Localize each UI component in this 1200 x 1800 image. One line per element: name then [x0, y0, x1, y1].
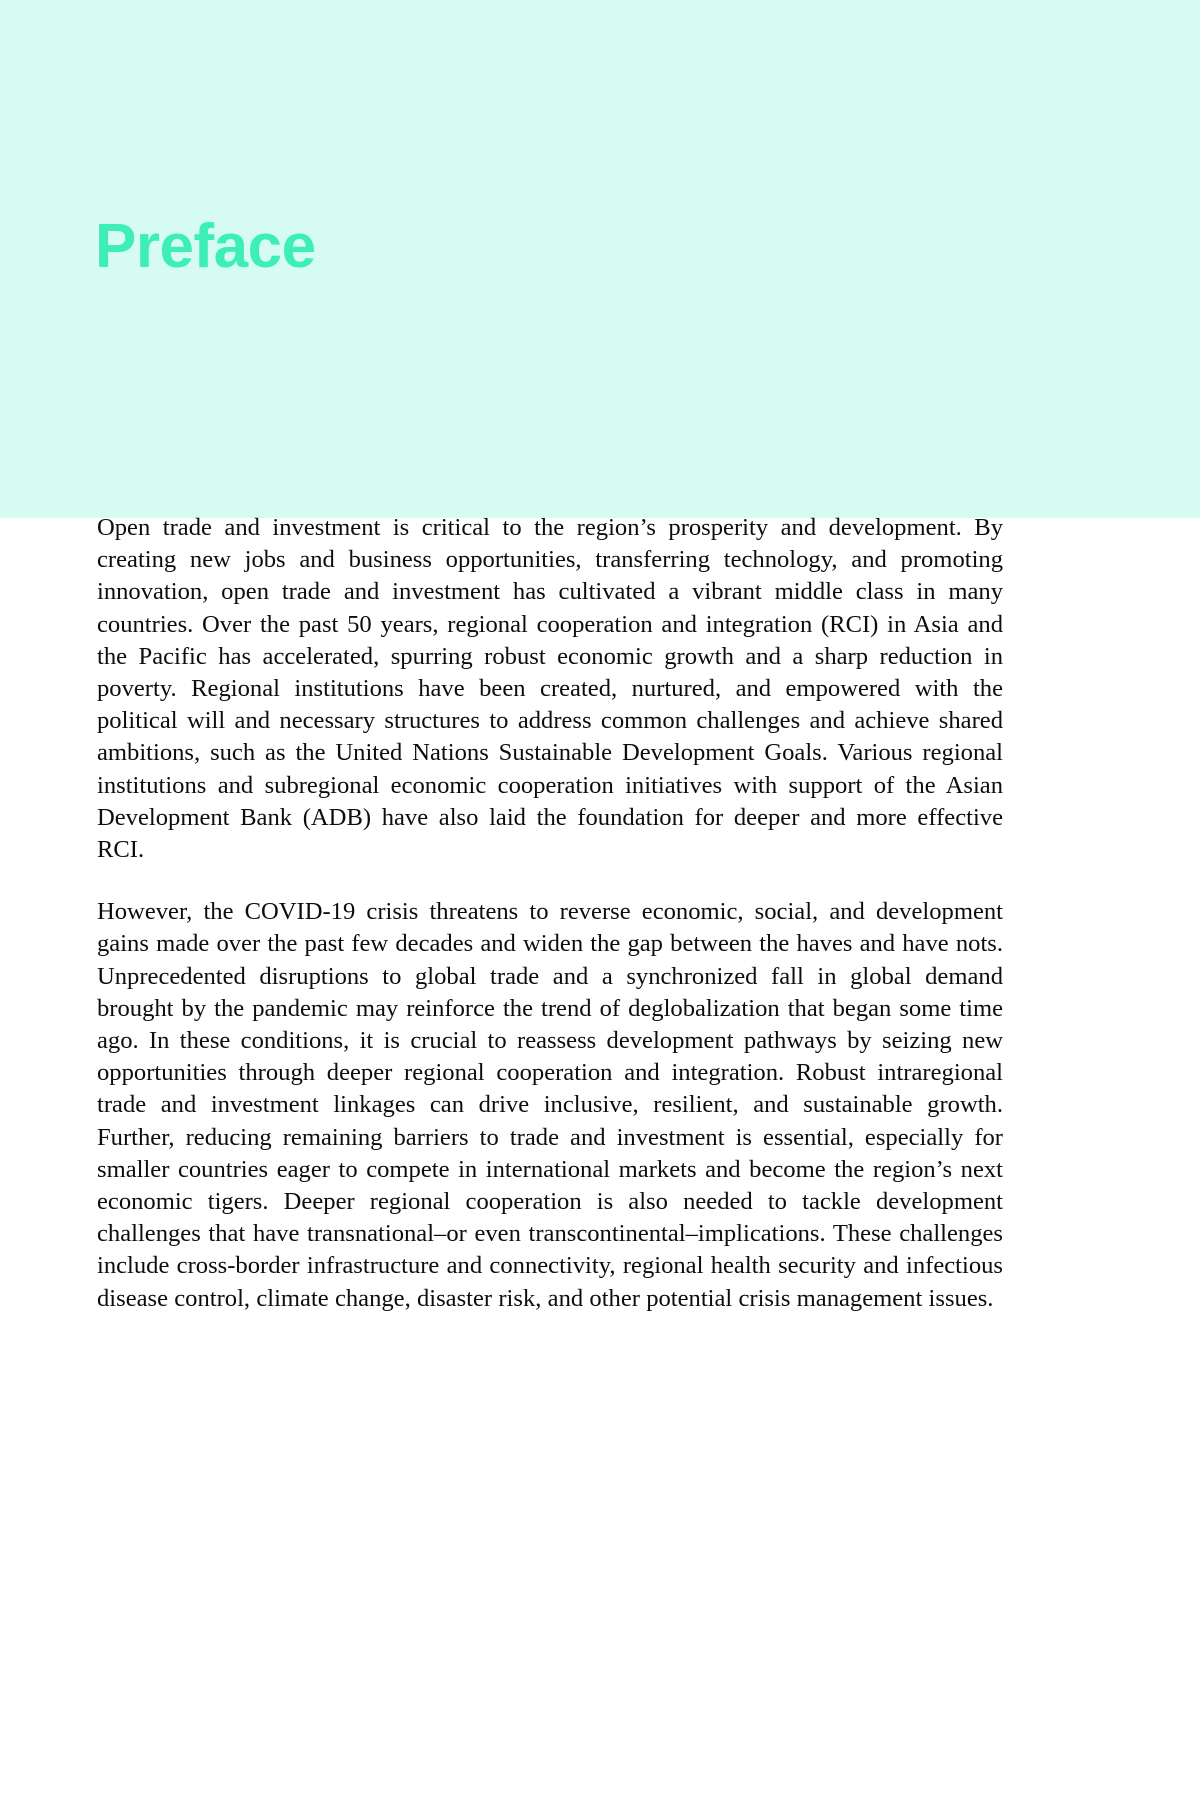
page-header-band — [0, 0, 1200, 518]
page-title: Preface — [95, 212, 316, 281]
paragraph-2: However, the COVID-19 crisis threatens to reverse economic, social, and development gains made over the past few decades and widen the gap between the haves and have nots. Unprecedented disruptions to global trade and a synchronized fall in global demand brought by the pandemic may reinforce the trend of deglobalization that began some time ago. In these conditions, it is crucial to reassess development pathways by seizing new opportunities through deeper regional cooperation and integration. Robust intraregional trade and investment linkages can drive inclusive, resilient, and sustainable growth. Further, reducing remaining barriers to trade and investment is essential, especially for smaller countries eager to compete in international markets and become the region’s next economic tigers. Deeper regional cooperation is also needed to tackle development challenges that have transnational–or even transcontinental–implications. These challenges include cross-border infrastructure and connectivity, regional health security and infectious disease control, climate change, disaster risk, and other potential crisis management issues. — [97, 898, 1003, 1312]
paragraph-1: Open trade and investment is critical to the region’s prosperity and development. By creating new jobs and business opportunities, transferring technology, and promoting innovation, open trade and investment has cultivated a vibrant middle class in many countries. Over the past 50 years, regional cooperation and integration (RCI) in Asia and the Pacific has accelerated, spurring robust economic growth and a sharp reduction in poverty. Regional institutions have been created, nurtured, and empowered with the political will and necessary structures to address common challenges and achieve shared ambitions, such as the United Nations Sustainable Development Goals. Various regional institutions and subregional economic cooperation initiatives with support of the Asian Development Bank (ADB) have also laid the foundation for deeper and more effective RCI. — [97, 514, 1003, 864]
body-content — [97, 512, 1003, 1315]
